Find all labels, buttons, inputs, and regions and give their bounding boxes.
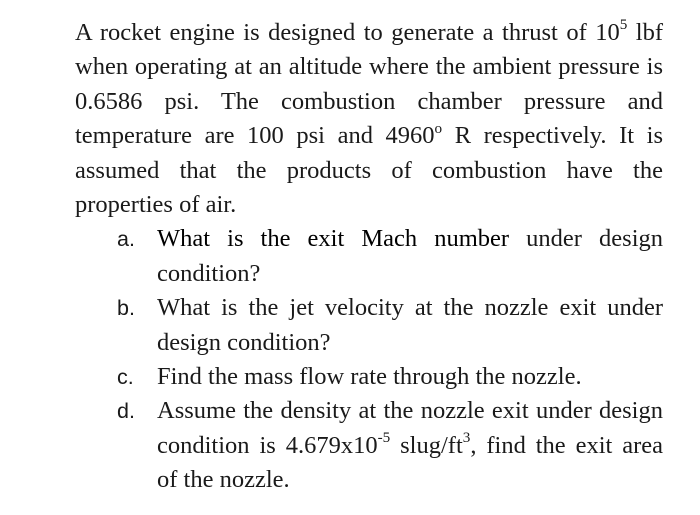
intro-text-1: A rocket engine is designed to generate a thrust of 10 [75, 19, 620, 46]
question-list [75, 222, 663, 497]
density-exponent: -5 [377, 429, 391, 447]
intro-text-3: R respectively. It is assumed that the products of combustion have the properties of air. [75, 122, 664, 219]
degree-symbol: o [434, 119, 443, 137]
question-a [75, 222, 663, 291]
question-b [75, 291, 663, 360]
volume-exponent: 3 [462, 429, 471, 447]
question-b-text: What is the jet velocity at the nozzle exit under design condition? [157, 294, 663, 356]
question-d-text-2: slug/ft [390, 431, 463, 459]
question-d-marker: d. [117, 399, 135, 424]
question-c [75, 360, 663, 394]
question-a-emphasis: What is the exit Mach number [157, 225, 510, 253]
thrust-exponent: 5 [619, 16, 628, 34]
question-c-marker: c. [117, 365, 134, 390]
problem-intro [75, 16, 663, 222]
problem-statement [75, 16, 663, 498]
question-a-text: under design condition? [157, 225, 663, 287]
question-d-text-3: , find the exit area of the nozzle. [157, 431, 663, 494]
question-c-text: Find the mass flow rate through the nozzle. [157, 363, 582, 391]
intro-text-2: lbf when operating at an altitude where the ambient pressure is 0.6586 psi. The combustion chamber pressure and temperature are 100 psi and 4960 [75, 19, 663, 150]
question-d [75, 394, 663, 497]
question-a-marker: a. [117, 227, 135, 252]
question-d-text-1: Assume the density at the nozzle exit under design condition is 4.679x10 [157, 397, 663, 459]
question-b-marker: b. [117, 296, 135, 321]
